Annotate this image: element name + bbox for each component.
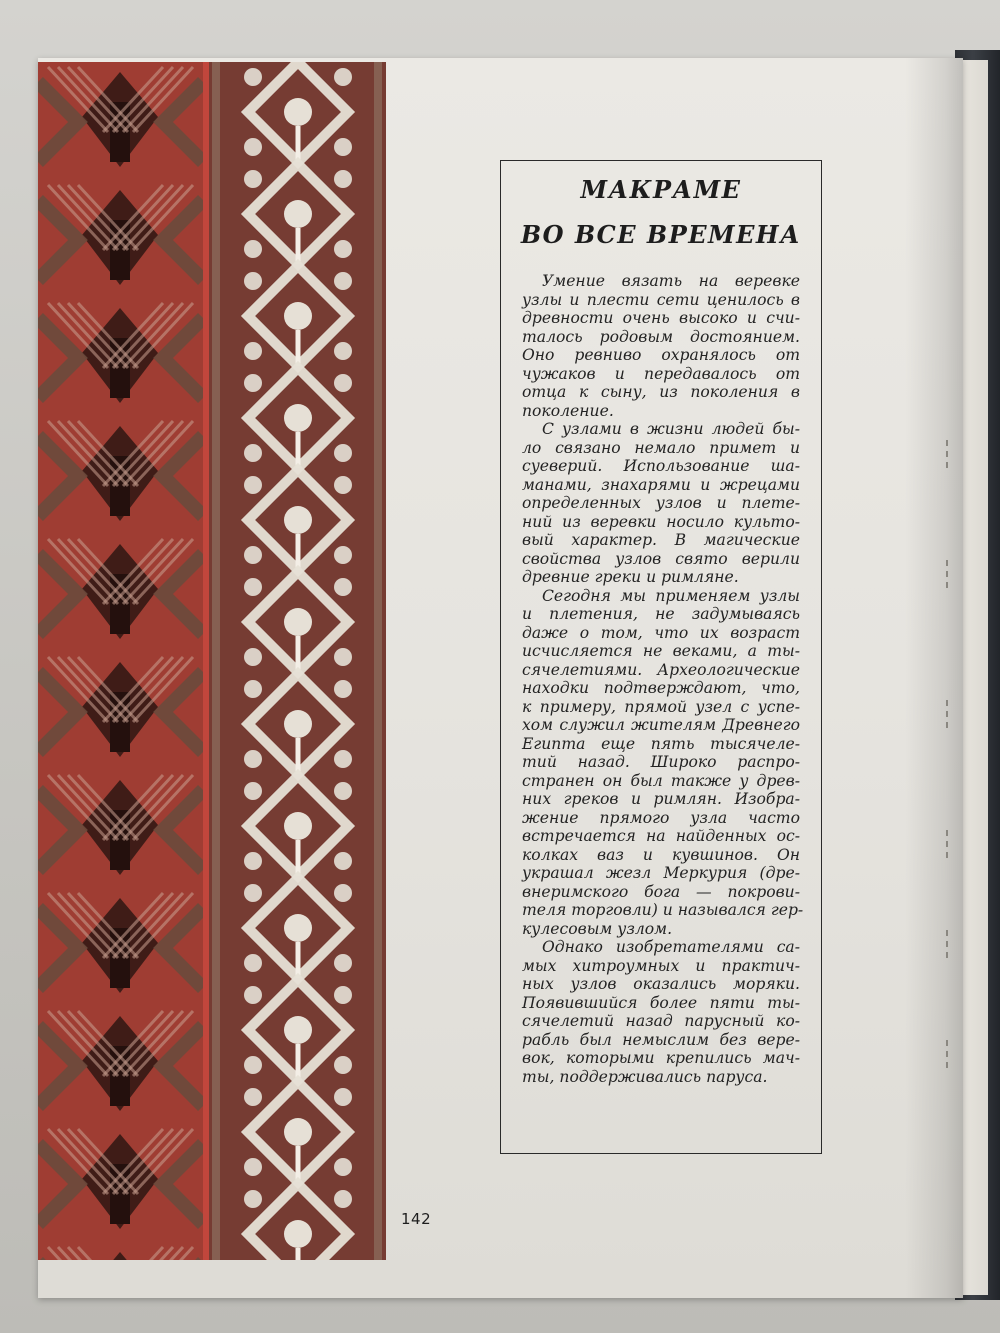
white-knot-center [284, 1016, 312, 1044]
article-text-line: рабль был немыслим без вере- [522, 1030, 800, 1049]
article-text-line: кулесовым узлом. [522, 919, 673, 938]
binding-stitch [946, 440, 954, 468]
white-knot [334, 272, 352, 290]
article-text-line: ний из веревки носило культо- [522, 512, 800, 531]
article-text-line: них греков и римлян. Изобра- [522, 790, 800, 808]
binding-stitch [946, 560, 954, 588]
article-text-line: Сегодня мы применяем узлы [542, 586, 800, 605]
article-text-line: суеверий. Использование ша- [522, 457, 800, 475]
article-text-line: и плетения, не задумываясь [522, 605, 800, 623]
article-text-line: украшал жезл Меркурия (дре- [522, 864, 800, 882]
white-knot [334, 68, 352, 86]
white-knot [244, 884, 262, 902]
article-text-line: ты, поддерживались паруса. [522, 1067, 768, 1086]
macrame-photograph [38, 62, 386, 1260]
white-knot [244, 374, 262, 392]
white-knot [244, 852, 262, 870]
binding-stitch [946, 830, 954, 858]
white-knot [244, 546, 262, 564]
white-knot [244, 272, 262, 290]
white-knot [244, 782, 262, 800]
article-text-line: к примеру, прямой узел с успе- [522, 697, 800, 716]
article-text-line: манами, знахарями и жрецами [522, 475, 800, 494]
article-text-line: талось родовым достоянием. [522, 327, 800, 346]
white-knot [334, 852, 352, 870]
article-text-line: встречается на найденных ос- [522, 827, 800, 845]
white-knot-center [284, 608, 312, 636]
article-text-line: мых хитроумных и практич- [522, 956, 800, 975]
article-text-line: теля торговли) и назывался гер- [522, 901, 804, 919]
article-text-line: исчисляется не веками, а ты- [522, 642, 800, 660]
white-knot [244, 240, 262, 258]
article-text-line: Египта еще пять тысячеле- [522, 734, 800, 753]
white-knot [244, 750, 262, 768]
white-knot [334, 954, 352, 972]
article-text-line: чужаков и передавалось от [522, 364, 800, 383]
white-knot [334, 750, 352, 768]
white-knot [334, 986, 352, 1004]
white-knot-center [284, 200, 312, 228]
binding-stitch [946, 1040, 954, 1068]
article-text-line: свойства узлов свято верили [522, 549, 800, 568]
article-title-line-2: ВО ВСЕ ВРЕМЕНА [520, 220, 802, 249]
white-knot [334, 170, 352, 188]
article-text-line: вый характер. В магические [522, 531, 800, 549]
white-knot-center [284, 812, 312, 840]
article-text-line: поколение. [522, 401, 614, 420]
article-body [522, 272, 804, 1086]
white-knot [334, 680, 352, 698]
white-knot [334, 476, 352, 494]
white-knot-center [284, 710, 312, 738]
article-text-line: колках ваз и кувшинов. Он [522, 845, 800, 864]
white-knot [334, 578, 352, 596]
white-knot [244, 1158, 262, 1176]
white-knot [334, 1056, 352, 1074]
white-knot [244, 1190, 262, 1208]
article-text-line: хом служил жителям Древнего [522, 716, 800, 734]
white-knot [244, 138, 262, 156]
white-knot [244, 68, 262, 86]
article-text-line: Однако изобретателями са- [542, 938, 800, 956]
article-text-line: С узлами в жизни людей бы- [542, 420, 800, 438]
red-gap [203, 62, 209, 1260]
macrame-illustration [38, 62, 386, 1260]
article-text-line: сячелетий назад парусный ко- [522, 1012, 800, 1030]
white-knot [244, 342, 262, 360]
white-knot [334, 1088, 352, 1106]
article-text-line: ло связано немало примет и [522, 438, 800, 457]
white-knot [334, 374, 352, 392]
white-knot [244, 1088, 262, 1106]
article-text-line: тий назад. Широко распро- [522, 753, 800, 771]
article-text-line: даже о том, что их возраст [522, 623, 800, 642]
white-knot [244, 648, 262, 666]
binding-stitch [946, 700, 954, 728]
article-text-line: определенных узлов и плете- [522, 494, 800, 512]
white-knot [244, 444, 262, 462]
white-knot [334, 884, 352, 902]
white-knot [334, 444, 352, 462]
white-knot-center [284, 1220, 312, 1248]
white-knot-center [284, 404, 312, 432]
white-knot [244, 578, 262, 596]
article-text-line: древности очень высоко и счи- [522, 309, 800, 327]
article-text-line: отца к сыну, из поколения в [522, 383, 800, 401]
white-knot [244, 1056, 262, 1074]
white-knot-center [284, 506, 312, 534]
white-knot-center [284, 98, 312, 126]
article-text-line: Появившийся более пяти ты- [522, 993, 800, 1012]
article-text-line: древние греки и римляне. [522, 568, 739, 586]
article-text-line: сячелетиями. Археологические [522, 660, 800, 679]
white-knot [334, 342, 352, 360]
article-title-line-1: МАКРАМЕ [580, 175, 742, 204]
article-text-line: жение прямого узла часто [522, 808, 800, 827]
article-text-line: странен он был также у древ- [522, 771, 800, 790]
white-knot [244, 476, 262, 494]
white-knot [244, 170, 262, 188]
article-text-line: Умение вязать на веревке [542, 272, 800, 290]
article-text-line: узлы и плести сети ценилось в [522, 290, 800, 309]
page-gutter-shadow [905, 58, 963, 1298]
page-number: 142 [401, 1210, 432, 1228]
white-knot-center [284, 302, 312, 330]
white-knot [334, 240, 352, 258]
article-text-line: находки подтверждают, что, [522, 679, 800, 697]
article-text-line: вок, которыми крепились мач- [522, 1049, 800, 1067]
white-knot [334, 1190, 352, 1208]
white-knot [334, 1158, 352, 1176]
white-knot [244, 986, 262, 1004]
article-text-line: ных узлов оказались моряки. [522, 975, 800, 993]
white-knot [334, 138, 352, 156]
article-text-line: Оно ревниво охранялось от [522, 346, 800, 364]
white-knot-center [284, 914, 312, 942]
white-knot [334, 648, 352, 666]
white-knot-center [284, 1118, 312, 1146]
white-knot [244, 680, 262, 698]
white-knot [244, 954, 262, 972]
white-knot [334, 546, 352, 564]
binding-stitch [946, 930, 954, 958]
white-knot [334, 782, 352, 800]
article-text-line: внеримского бога — покрови- [522, 882, 800, 901]
